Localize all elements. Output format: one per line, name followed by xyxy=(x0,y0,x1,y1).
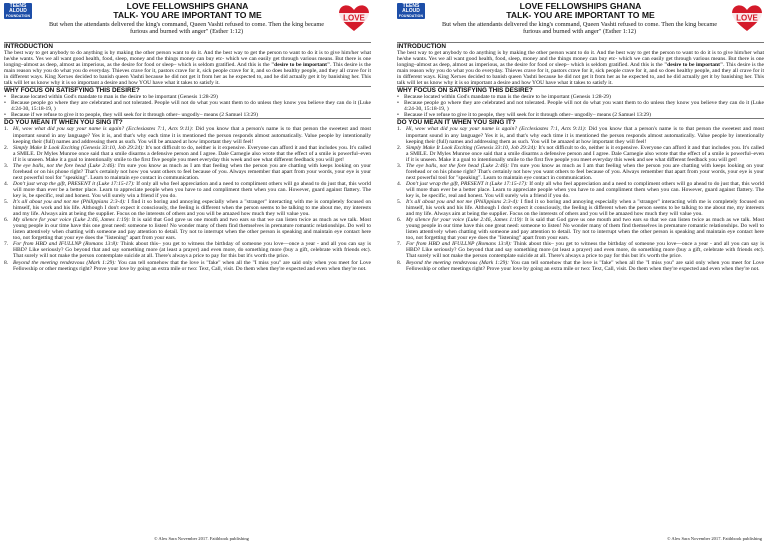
page-title: LOVE FELLOWSHIPS GHANA xyxy=(519,2,642,11)
intro-heading: INTRODUCTION xyxy=(4,42,371,50)
point-title: Simply Make It Look Exciting (Genesis 33:10, Job 29:24): xyxy=(406,144,537,151)
intro-bold: "desire to be important" xyxy=(271,62,331,69)
point-text: I'm sure you know as much as I am that feeling when the person you are chatting with keeps looking on your forehead or on his phone right? That's certainly not how you want others to feel because of you. Always remember that apart from your words, your eye is your next powerful tool for "speaking". Learn to maintain eye contact in communication. xyxy=(13,162,371,181)
point-item xyxy=(397,217,764,241)
logo-teens-line2: ALOUD xyxy=(9,8,27,15)
love-heart-logo xyxy=(730,3,764,33)
footer-credit: © Alex Sara November 2017. Faithbook publishing xyxy=(667,536,762,541)
intro-text-pre: The best way to get anybody to do anything is by making the other person want to do it. And the best way to get the person to want to do it is to give him/her what he/she wants. Yes we all want good health, food, sleep, money and the things money can buy etc- which we can easily get through various means. But there is one longing–almost as deep, almost as imperious, as the desire for food or sleep– which is seldom gratified. And this is the xyxy=(397,50,764,69)
point-text: You can tell somehow that the love is "fake" when all the "I miss you" are said only when you meet for Love Fellowship or other meetings right? Prove your love by going an extra mile or two: Text, Call, visit. Do them when they're expected and even when they're not. xyxy=(13,259,371,272)
point-number: 4. xyxy=(397,180,402,187)
point-title: Hi, wow what did you say your name is again? (Ecclesiastes 7:1, Acts 9:11): xyxy=(13,126,194,133)
point-number: 5. xyxy=(397,199,402,206)
page-subtitle: TALK- YOU ARE IMPORTANT TO ME xyxy=(506,10,655,20)
point-item xyxy=(397,260,764,272)
point-number: 7. xyxy=(4,241,9,248)
header xyxy=(397,2,764,42)
point-title: For from HBD and IFULLNP (Romans 13:8): xyxy=(13,241,119,248)
point-title: It's all about you and not me (Philippians 2:3-4): xyxy=(13,199,126,206)
how-heading: DO YOU MEAN IT WHEN YOU SING IT? xyxy=(397,118,764,126)
point-title: Beyond the meeting rendezvous (Mark 1:29): xyxy=(406,259,510,266)
point-number: 1. xyxy=(397,126,402,133)
why-item: • Because located within God's mandate to man is the desire to be important (Genesis 1:28-29) xyxy=(397,94,764,100)
why-item: • Because if we refuse to give it to people, they will seek for it through other– ungodly– means (2 Samuel 13:29) xyxy=(397,112,764,118)
logo-teens-line3: FOUNDATION xyxy=(5,14,31,19)
why-list xyxy=(4,94,371,118)
page-subtitle: TALK- YOU ARE IMPORTANT TO ME xyxy=(113,10,262,20)
point-item xyxy=(397,145,764,163)
point-item xyxy=(397,181,764,199)
intro-paragraph xyxy=(397,50,764,86)
point-number: 3. xyxy=(397,162,402,169)
point-number: 7. xyxy=(397,241,402,248)
intro-heading: INTRODUCTION xyxy=(397,42,764,50)
intro-text-pre: The best way to get anybody to do anything is by making the other person want to do it. And the best way to get the person to want to do it is to give him/her what he/she wants. Yes we all want good health, food, sleep, money and the things money can buy etc- which we can easily get through various means. But there is one longing–almost as deep, almost as imperious, as the desire for food or sleep– which is seldom gratified. And this is the xyxy=(4,50,371,69)
why-heading: WHY FOCUS ON SATISFYING THIS DESIRE? xyxy=(397,86,764,94)
point-text: If only all who feel appreciation and a need to compliment others will go ahead to do just that, this world will more than ever be a better place. Learn to appreciate people when you have to and compliment them when you can. However, guard against flattery. The key is, be specific, real and honest. You will surely win a friend if you do. xyxy=(406,180,764,199)
point-item xyxy=(4,145,371,163)
point-text: Did you know that a person's name is to that person the sweetest and most important sound in any language? Yes it is, and that's why each time it is mentioned the person responds almost automatically. Value people by intentionally keeping their (full) names and addressing them as such. You will be amazed at how important they will feel! xyxy=(13,126,371,145)
logo-teens-line1: TEENS xyxy=(9,3,27,9)
intro-paragraph xyxy=(4,50,371,86)
point-item xyxy=(4,163,371,181)
point-number: 2. xyxy=(397,144,402,151)
point-text: I find it so boring and annoying especially when a "stranger" interacting with me is completely focused on himself, his work and his life. Although I don't expect it consciously, the feeling is different when the person seems to be talking to me about me, my interests and my life. Always aim at being the supplier. Focus on the interests of others and you will be amazed how much they will value you. xyxy=(406,199,764,218)
why-list xyxy=(397,94,764,118)
why-item: • Because located within God's mandate to man is the desire to be important (Genesis 1:28-29) xyxy=(4,94,371,100)
point-title: Don't just wrap the gift, PRESENT it (Luke 17:15-17): xyxy=(406,180,528,187)
love-logo-text: LOVE xyxy=(736,13,758,23)
point-item xyxy=(4,217,371,241)
teens-aloud-logo xyxy=(4,3,32,19)
page-title: LOVE FELLOWSHIPS GHANA xyxy=(126,2,249,11)
point-text: You can tell somehow that the love is "fake" when all the "I miss you" are said only when you meet for Love Fellowship or other meetings right? Prove your love by going an extra mile or two: Text, Call, visit. Do them when they're expected and even when they're not. xyxy=(406,259,764,272)
point-item xyxy=(397,199,764,217)
intro-bold: "desire to be important" xyxy=(664,62,724,69)
points-list xyxy=(4,126,371,271)
point-title: My silence for your voice (Luke 2:46, James 1:19): xyxy=(13,217,131,224)
logo-teens-line3: FOUNDATION xyxy=(398,14,424,19)
love-heart-logo xyxy=(337,3,371,33)
intro-text-post: . This desire is the main reason why you do what you do everyday. Thieves crave for it, pastors crave for it, sick people crave for it, and so does healthy people, and they all crave for it in different ways. King Xerxes decided to banish queen Vashti because he did not get it from her as he expected to, and he did actually get it by banishing her. This talk will let us know why it is so important a desire and how YOU have what it takes to satisfy it. xyxy=(397,62,764,87)
why-item: • Because people go where they are celebrated and not tolerated. People will not do what you want them to do unless they know you believe they can do it (Luke 4:24-30, 15:18-19, ) xyxy=(4,100,371,112)
point-text: If only all who feel appreciation and a need to compliment others will go ahead to do just that, this world will more than ever be a better place. Learn to appreciate people when you have to and compliment them when you can. However, guard against flattery. The key is, be specific, real and honest. You will surely win a friend if you do. xyxy=(13,180,371,199)
point-item xyxy=(397,163,764,181)
how-heading: DO YOU MEAN IT WHEN YOU SING IT? xyxy=(4,118,371,126)
point-number: 6. xyxy=(4,217,9,224)
point-text: Think about this– you get to witness the birthday of someone you love—once a year - and all you can say is HBD? Like seriously? Go beyond that and say something more (at least a prayer) and even more, do something more (buy a gift, celebrate with friends etc). That surely will not make the person contemplate suicide at all. There's always a price to pay for this but it's worth the price. xyxy=(406,241,764,260)
point-text: It's not difficult to do, neither is it expensive. Everyone can afford it and that includes you. It's called a SMILE. Dr Myles Munroe once said that a smile disarms a defensive person and I agree. Dale Carnegie also wrote that the effect of a smile is powerful–even if it is unseen. Make it a goal to intentionally smile to the first five people you meet everyday this week and see what different feedback you will get! xyxy=(406,144,764,163)
point-item xyxy=(4,199,371,217)
point-item xyxy=(4,181,371,199)
point-text: It is said that God gave us one mouth and two ears so that we can listen twice as much as we talk. Most young people in our time have this one great need: someone to listen! No wonder many of them find themselves in premature romantic relationships. Do well to listen attentively when chatting with someone and pay attention to detail. Try not to interrupt when the other person is speaking and maintain eye contact here too, not forgetting that your eye does the "listening" apart from your ears. xyxy=(406,217,764,242)
point-text: Did you know that a person's name is to that person the sweetest and most important sound in any language? Yes it is, and that's why each time it is mentioned the person responds almost automatically. Value people by intentionally keeping their (full) names and addressing them as such. You will be amazed at how important they will feel! xyxy=(406,126,764,145)
point-title: The eye balls, not the fore head (Luke 2:46): xyxy=(13,162,117,169)
point-item xyxy=(4,260,371,272)
love-logo-text: LOVE xyxy=(343,13,365,23)
point-title: Hi, wow what did you say your name is again? (Ecclesiastes 7:1, Acts 9:11): xyxy=(406,126,587,133)
scripture-quote: But when the attendants delivered the king's command, Queen Vashti refused to come. Then the king became furious and burned with anger" (Esther 1:12) xyxy=(441,21,718,35)
point-text: I'm sure you know as much as I am that feeling when the person you are chatting with keeps looking on your forehead or on his phone right? That's certainly not how you want others to feel because of you. Always remember that apart from your words, your eye is your next powerful tool for "speaking". Learn to maintain eye contact in communication. xyxy=(406,162,764,181)
point-number: 3. xyxy=(4,162,9,169)
why-item: • Because if we refuse to give it to people, they will seek for it through other– ungodly– means (2 Samuel 13:29) xyxy=(4,112,371,118)
point-item xyxy=(397,126,764,144)
point-title: It's all about you and not me (Philippians 2:3-4): xyxy=(406,199,519,206)
header xyxy=(4,2,371,42)
point-item xyxy=(4,241,371,259)
point-title: Simply Make It Look Exciting (Genesis 33:10, Job 29:24): xyxy=(13,144,144,151)
point-title: The eye balls, not the fore head (Luke 2:46): xyxy=(406,162,510,169)
point-number: 2. xyxy=(4,144,9,151)
point-text: Think about this– you get to witness the birthday of someone you love—once a year - and all you can say is HBD? Like seriously? Go beyond that and say something more (at least a prayer) and even more, do something more (buy a gift, celebrate with friends etc). That surely will not make the person contemplate suicide at all. There's always a price to pay for this but it's worth the price. xyxy=(13,241,371,260)
scripture-quote: But when the attendants delivered the king's command, Queen Vashti refused to come. Then the king became furious and burned with anger" (Esther 1:12) xyxy=(48,21,325,35)
why-heading: WHY FOCUS ON SATISFYING THIS DESIRE? xyxy=(4,86,371,94)
handout-right xyxy=(397,2,764,541)
point-text: I find it so boring and annoying especially when a "stranger" interacting with me is completely focused on himself, his work and his life. Although I don't expect it consciously, the feeling is different when the person seems to be talking to me about me, my interests and my life. Always aim at being the supplier. Focus on the interests of others and you will be amazed how much they will value you. xyxy=(13,199,371,218)
point-number: 1. xyxy=(4,126,9,133)
logo-teens-line2: ALOUD xyxy=(402,8,420,15)
logo-teens-line1: TEENS xyxy=(402,3,420,9)
points-list xyxy=(397,126,764,271)
point-number: 8. xyxy=(397,259,402,266)
intro-text-post: . This desire is the main reason why you do what you do everyday. Thieves crave for it, pastors crave for it, sick people crave for it, and so does healthy people, and they all crave for it in different ways. King Xerxes decided to banish queen Vashti because he did not get it from her as he expected to, and he did actually get it by banishing her. This talk will let us know why it is so important a desire and how YOU have what it takes to satisfy it. xyxy=(4,62,371,87)
handout-left xyxy=(4,2,371,541)
teens-aloud-logo xyxy=(397,3,425,19)
why-item: • Because people go where they are celebrated and not tolerated. People will not do what you want them to do unless they know you believe they can do it (Luke 4:24-30, 15:18-19, ) xyxy=(397,100,764,112)
point-item xyxy=(397,241,764,259)
point-number: 4. xyxy=(4,180,9,187)
point-number: 6. xyxy=(397,217,402,224)
point-title: For from HBD and IFULLNP (Romans 13:8): xyxy=(406,241,512,248)
point-number: 8. xyxy=(4,259,9,266)
point-item xyxy=(4,126,371,144)
point-title: Don't just wrap the gift, PRESENT it (Luke 17:15-17): xyxy=(13,180,135,187)
point-number: 5. xyxy=(4,199,9,206)
footer-credit: © Alex Sara November 2017. Faithbook publishing xyxy=(154,536,249,541)
point-text: It's not difficult to do, neither is it expensive. Everyone can afford it and that includes you. It's called a SMILE. Dr Myles Munroe once said that a smile disarms a defensive person and I agree. Dale Carnegie also wrote that the effect of a smile is powerful–even if it is unseen. Make it a goal to intentionally smile to the first five people you meet everyday this week and see what different feedback you will get! xyxy=(13,144,371,163)
point-text: It is said that God gave us one mouth and two ears so that we can listen twice as much as we talk. Most young people in our time have this one great need: someone to listen! No wonder many of them find themselves in premature romantic relationships. Do well to listen attentively when chatting with someone and pay attention to detail. Try not to interrupt when the other person is speaking and maintain eye contact here too, not forgetting that your eye does the "listening" apart from your ears. xyxy=(13,217,371,242)
point-title: My silence for your voice (Luke 2:46, James 1:19): xyxy=(406,217,524,224)
point-title: Beyond the meeting rendezvous (Mark 1:29): xyxy=(13,259,117,266)
